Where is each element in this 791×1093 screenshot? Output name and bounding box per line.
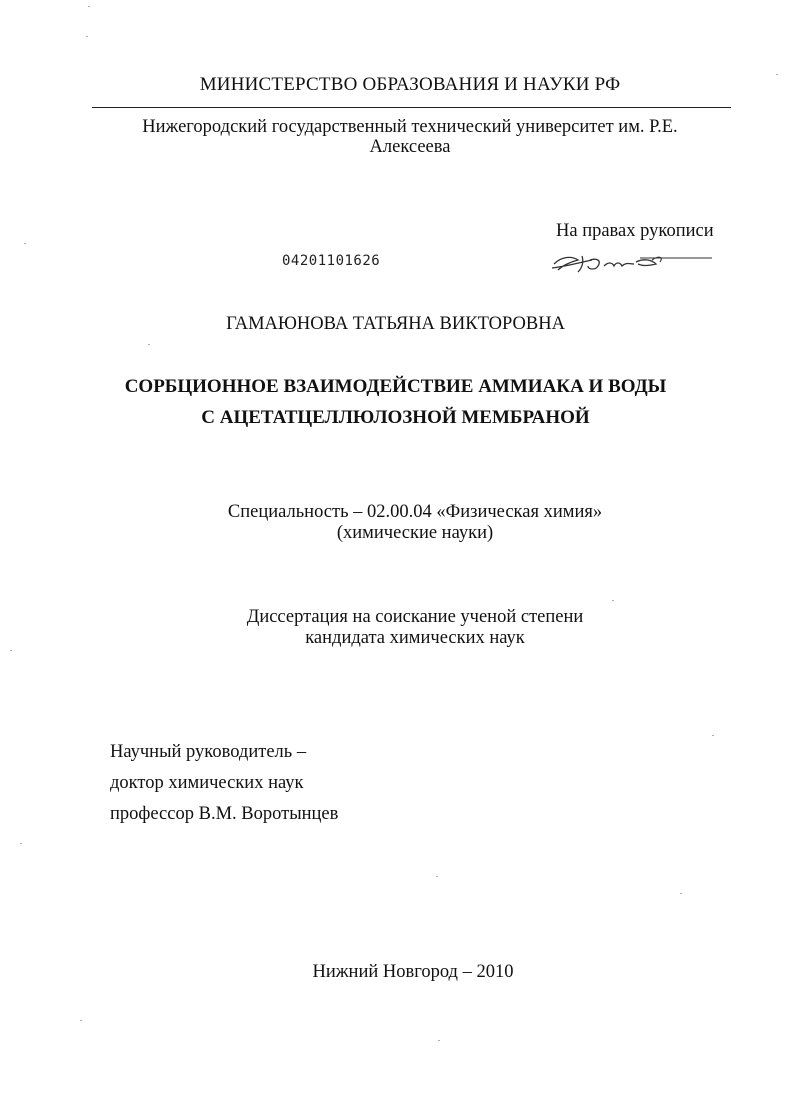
header-rule xyxy=(92,107,731,108)
specialty-line-1: Специальность – 02.00.04 «Физическая химия» xyxy=(227,502,603,522)
manuscript-rights-label: На правах рукописи xyxy=(556,221,714,241)
scan-speck xyxy=(80,1020,82,1021)
scan-speck xyxy=(712,735,714,736)
scan-speck xyxy=(776,74,778,75)
scan-speck xyxy=(20,843,22,844)
scan-speck xyxy=(10,650,12,651)
document-code: 04201101626 xyxy=(282,253,381,269)
dissertation-degree-line-2: кандидата химических наук xyxy=(305,628,525,648)
city-year: Нижний Новгород – 2010 xyxy=(312,962,514,982)
university-line-1: Нижегородский государственный технический университет им. Р.Е. xyxy=(142,117,678,137)
scan-speck xyxy=(86,36,88,37)
scan-speck xyxy=(438,1040,440,1041)
dissertation-title-line-2: С АЦЕТАТЦЕЛЛЮЛОЗНОЙ МЕМБРАНОЙ xyxy=(201,407,590,428)
ministry-heading: МИНИСТЕРСТВО ОБРАЗОВАНИЯ И НАУКИ РФ xyxy=(199,74,621,95)
scan-speck xyxy=(24,243,26,244)
scan-speck xyxy=(88,6,90,7)
supervisor-line-3: профессор В.М. Воротынцев xyxy=(110,804,339,824)
specialty-line-2: (химические науки) xyxy=(336,523,494,543)
scan-speck xyxy=(436,876,438,877)
author-name: ГАМАЮНОВА ТАТЬЯНА ВИКТОРОВНА xyxy=(226,314,565,334)
dissertation-degree-line-1: Диссертация на соискание ученой степени xyxy=(246,607,584,627)
signature-image xyxy=(548,248,713,276)
scan-speck xyxy=(612,600,614,601)
dissertation-title-line-1: СОРБЦИОННОЕ ВЗАИМОДЕЙСТВИЕ АММИАКА И ВОДЫ xyxy=(124,376,667,397)
supervisor-line-2: доктор химических наук xyxy=(110,773,304,793)
scan-speck xyxy=(148,344,150,345)
supervisor-line-1: Научный руководитель – xyxy=(110,742,307,762)
scan-speck xyxy=(680,893,682,894)
university-line-2: Алексеева xyxy=(369,137,451,157)
